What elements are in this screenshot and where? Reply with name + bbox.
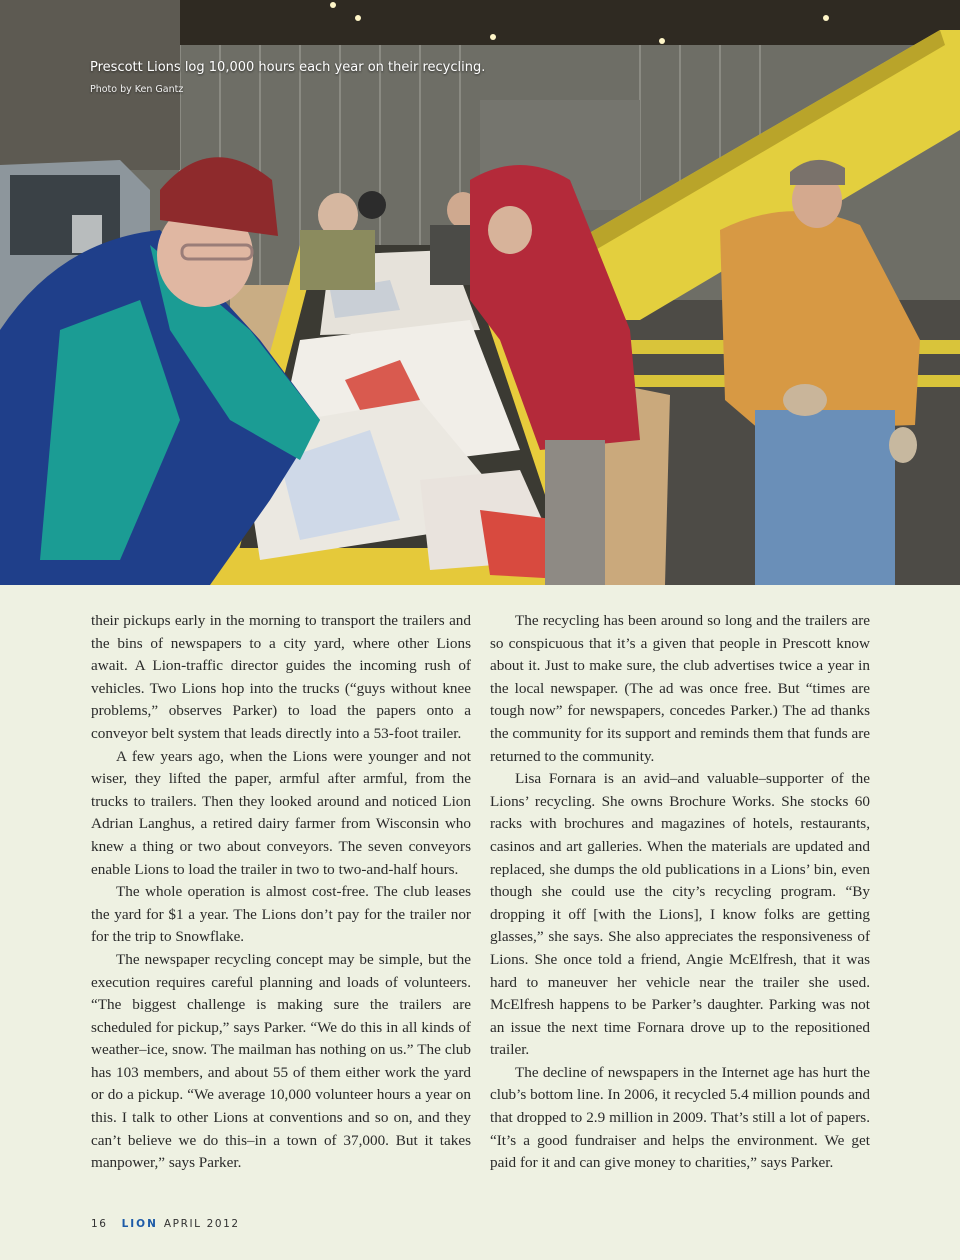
paragraph: The recycling has been around so long and the trailers are so conspicuous that it’s a given that people in Prescott know about it. Just to make sure, the club advertises twice a year in the local newspaper. (The ad was once free. But “times are tough now” for newspapers, concedes Parker.) The ad thanks the community for its support and reminds them that funds are returned to the community. bbox=[490, 612, 870, 765]
paragraph: A few years ago, when the Lions were younger and not wiser, they lifted the paper, armful after armful, from the trucks to trailers. Then they looked around and noticed Lion Adrian Langhus, a retired dairy farmer from Wisconsin who knew a thing or two about conveyors. The seven conveyors enable Lions to load the trailer in two to two-and-half hours. bbox=[91, 747, 471, 878]
caption-title: Prescott Lions log 10,000 hours each year on their recycling. bbox=[90, 60, 486, 75]
paragraph: The newspaper recycling concept may be simple, but the execution requires careful planning and loads of volunteers. “The biggest challenge is making sure the trailers are scheduled for pickup,” says Parker. “We do this in all kinds of weather–ice, snow. The mailman has nothing on us.” The club has 103 members, and about 55 of them either work the yard or do a pickup. “We average 10,000 volunteer hours a year on this. I talk to other Lions at conventions and so on, and they can’t believe we do this–in a town of 37,000. But it takes manpower,” says Parker. bbox=[91, 950, 471, 1172]
photo-credit: Photo by Ken Gantz bbox=[90, 84, 184, 95]
recycling-photo bbox=[0, 0, 960, 585]
photo-caption bbox=[90, 60, 485, 95]
magazine-name: LION bbox=[121, 1218, 158, 1230]
page-number: 16 bbox=[91, 1218, 108, 1230]
article-column-left bbox=[91, 610, 471, 1175]
paragraph: The decline of newspapers in the Internet age has hurt the club’s bottom line. In 2006, it recycled 5.4 million pounds and that dropped to 2.9 million in 2009. That’s still a lot of papers. “It’s a good fundraiser and helps the environment. We get paid for it and can give money to charities,” says Parker. bbox=[490, 1063, 870, 1172]
page-footer bbox=[91, 1218, 240, 1230]
paragraph: their pickups early in the morning to transport the trailers and the bins of newspapers to a city yard, where other Lions await. A Lion-traffic director guides the incoming rush of vehicles. Two Lions hop into the trucks (“guys without knee problems,” observes Parker) to load the papers onto a conveyor belt system that leads directly into a 53-foot trailer. bbox=[91, 612, 471, 742]
issue-date: APRIL 2012 bbox=[163, 1218, 240, 1230]
paragraph: Lisa Fornara is an avid–and valuable–supporter of the Lions’ recycling. She owns Brochure Works. She stocks 60 racks with brochures and magazines of hotels, restaurants, casinos and art galleries. When the materials are updated and replaced, she dumps the old publications in a Lions’ bin, even though she could use the city’s recycling program. “By dropping it off [with the Lions], I know folks are getting glasses,” she says. She also appreciates the responsiveness of Lions. She once told a friend, Angie McElfresh, that it was hard to maneuver her vehicle near the trailer she used. McElfresh happens to be Parker’s daughter. Parking was not an issue the next time Fornara drove up to the repositioned trailer. bbox=[490, 770, 870, 1059]
paragraph: The whole operation is almost cost-free. The club leases the yard for $1 a year. The Lions don’t pay for the trailer nor for the trip to Snowflake. bbox=[91, 883, 471, 946]
article-column-right bbox=[490, 610, 870, 1175]
